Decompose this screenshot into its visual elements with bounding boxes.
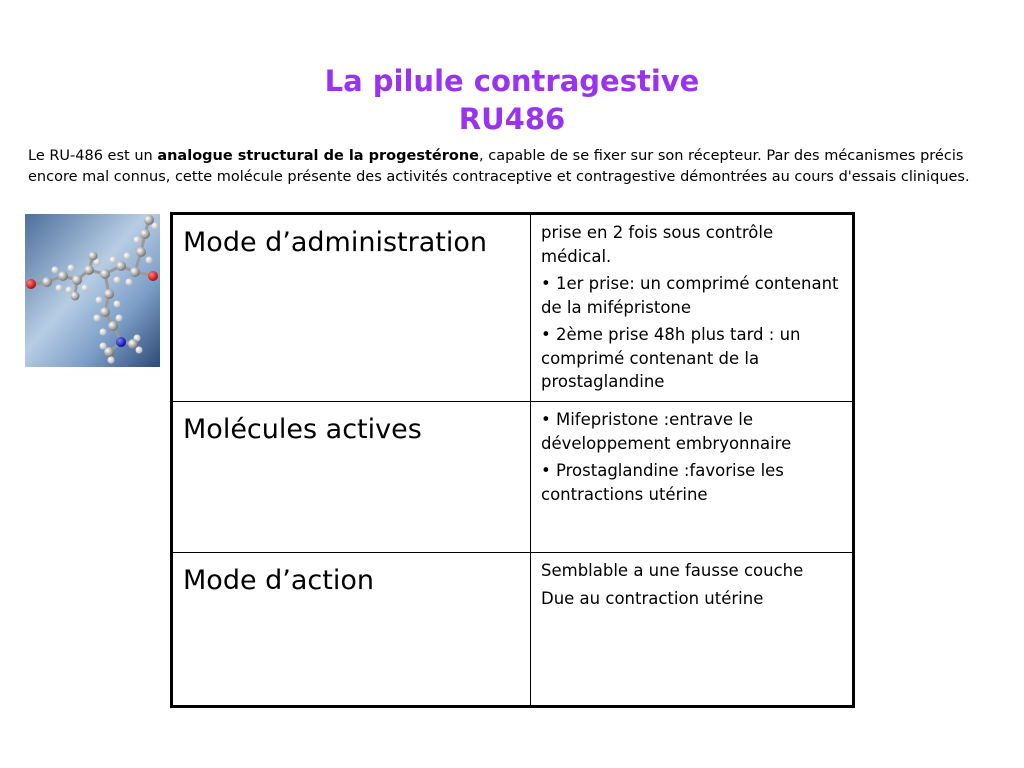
slide-title xyxy=(0,62,1024,138)
title-line-1: La pilule contragestive xyxy=(324,64,700,98)
row-content xyxy=(531,214,854,402)
row-heading: Mode d’administration xyxy=(172,214,531,402)
intro-text-start: Le RU-486 est un xyxy=(28,148,158,164)
table-row xyxy=(172,553,854,707)
row-heading: Molécules actives xyxy=(172,402,531,553)
intro-bold-text: analogue structural de la progestérone xyxy=(157,148,480,164)
content-line: Due au contraction utérine xyxy=(541,588,764,608)
title-line-2: RU486 xyxy=(458,102,566,136)
intro-text-end: , capable de se fixer sur son récepteur. Par des mécanismes précis encore mal connus, cette molécule présente des activités contraceptive et contragestive démontrées au cours d'essais cliniques. xyxy=(28,148,970,185)
row-content xyxy=(531,553,854,707)
intro-paragraph xyxy=(28,146,998,187)
table-row xyxy=(172,402,854,553)
row-heading: Mode d’action xyxy=(172,553,531,707)
content-line: • Prostaglandine :favorise les contractions utérine xyxy=(541,461,784,504)
content-line: Semblable a une fausse couche xyxy=(541,561,804,580)
content-line: • Mifepristone :entrave le développement embryonnaire xyxy=(541,410,792,453)
table-row xyxy=(172,214,854,402)
molecule-image xyxy=(25,214,160,367)
info-table xyxy=(170,212,855,708)
content-line: • 2ème prise 48h plus tard : un comprimé contenant de la prostaglandine xyxy=(541,325,801,391)
content-line: prise en 2 fois sous contrôle médical. xyxy=(541,223,774,266)
row-content xyxy=(531,402,854,553)
content-line: • 1er prise: un comprimé contenant de la mifépristone xyxy=(541,274,839,317)
